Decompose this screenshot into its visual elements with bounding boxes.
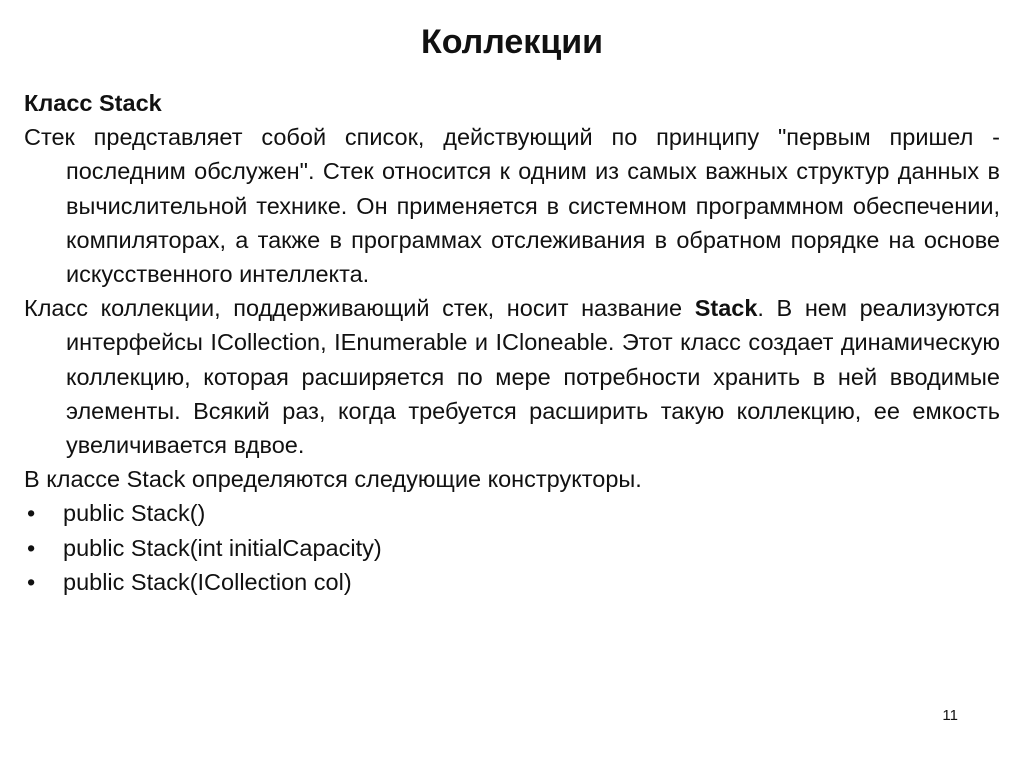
page-number: 11	[942, 707, 958, 724]
paragraph-stack-class	[24, 291, 1000, 462]
bullet-icon: •	[27, 500, 36, 527]
slide-content	[24, 86, 1000, 599]
bullet-icon: •	[27, 568, 36, 595]
section-subtitle: Класс Stack	[24, 90, 162, 116]
list-item	[24, 496, 1000, 530]
paragraph-text-after: . В нем реализуются интерфейсы ICollection, IEnumerable и ICloneable. Этот класс создает динамическую коллекцию, которая расширяется по мере потребности хранить в ней вводимые элементы. Всякий раз, когда требуется расширить такую коллекцию, ее емкость увеличивается вдвое.	[66, 295, 1001, 459]
paragraph-stack-description: Стек представляет собой список, действующий по принципу "первым пришел - последним обслужен". Стек относится к одним из самых важных структур данных в вычислительной технике. Он применяется в системном программном обеспечении, компиляторах, а также в программах отслеживания в обратном порядке на основе искусственного интеллекта.	[24, 124, 1000, 288]
constructor-signature: public Stack(ICollection col)	[63, 568, 352, 595]
slide-title: Коллекции	[420, 23, 604, 61]
bullet-icon: •	[27, 534, 36, 561]
list-item	[24, 565, 1000, 599]
constructor-signature: public Stack(int initialCapacity)	[63, 534, 382, 561]
paragraph-text-before: Класс коллекции, поддерживающий стек, носит название	[24, 295, 695, 322]
constructor-list	[24, 496, 1000, 599]
paragraph-constructors-intro: В классе Stack определяются следующие конструкторы.	[24, 466, 642, 493]
constructor-signature: public Stack()	[63, 500, 206, 527]
list-item	[24, 531, 1000, 565]
stack-class-name: Stack	[694, 295, 758, 322]
